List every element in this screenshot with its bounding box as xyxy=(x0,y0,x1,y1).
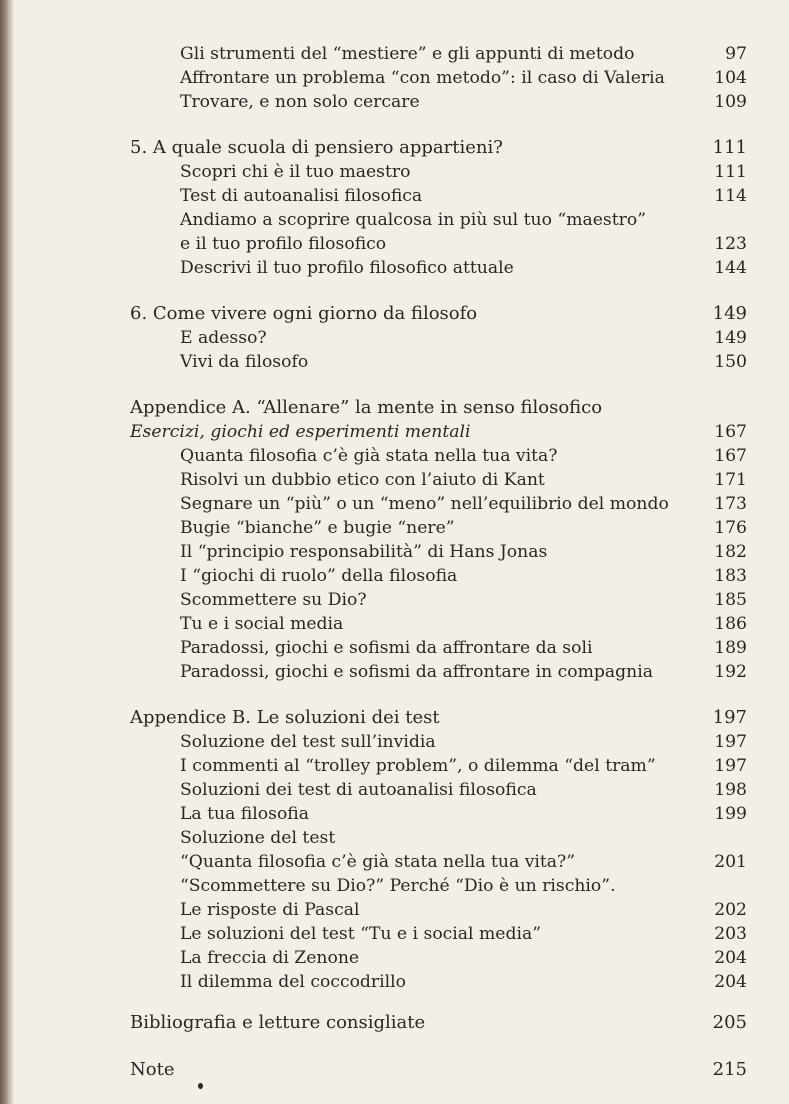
toc-entry-page: 150 xyxy=(714,352,747,372)
toc-entry-page: 199 xyxy=(714,804,747,824)
toc-entry-title: Bugie “bianche” e bugie “nere” xyxy=(180,518,455,538)
toc-entry[interactable] xyxy=(0,946,789,970)
toc-notes[interactable] xyxy=(0,1058,789,1082)
toc-appendix-subtitle[interactable] xyxy=(0,420,789,444)
toc-entry-title: Soluzioni dei test di autoanalisi filosofica xyxy=(180,780,537,800)
toc-entry[interactable] xyxy=(0,184,789,208)
toc-notes-title: Note xyxy=(130,1059,175,1080)
toc-entry[interactable] xyxy=(0,778,789,802)
toc-entry[interactable] xyxy=(0,492,789,516)
toc-entry[interactable] xyxy=(0,350,789,374)
toc-entry-title: Il “principio responsabilità” di Hans Jonas xyxy=(180,542,548,562)
toc-entry[interactable] xyxy=(0,516,789,540)
toc-entry[interactable] xyxy=(0,208,789,232)
toc-entry-title: “Scommettere su Dio?” Perché “Dio è un rischio”. xyxy=(180,876,616,896)
toc-entry[interactable] xyxy=(0,444,789,468)
toc-entry[interactable] xyxy=(0,660,789,684)
toc-entry-title: Segnare un “più” o un “meno” nell’equilibrio del mondo xyxy=(180,494,669,514)
toc-appendix[interactable] xyxy=(0,706,789,730)
toc-entry-page: 123 xyxy=(714,234,747,254)
toc-entry-page: 202 xyxy=(714,900,747,920)
toc-entry-page: 204 xyxy=(714,972,747,992)
toc-entry[interactable] xyxy=(0,754,789,778)
toc-entry[interactable] xyxy=(0,66,789,90)
toc-chapter-title: 5. A quale scuola di pensiero appartieni? xyxy=(130,137,503,158)
toc-entry-title: “Quanta filosofia c’è già stata nella tua vita?” xyxy=(180,852,576,872)
toc-entry-page: 197 xyxy=(714,756,747,776)
toc-entry-title: Le risposte di Pascal xyxy=(180,900,360,920)
toc-entry-page: 183 xyxy=(714,566,747,586)
toc-entry-page: 176 xyxy=(714,518,747,538)
toc-entry[interactable] xyxy=(0,922,789,946)
toc-entry-title: E adesso? xyxy=(180,328,267,348)
toc-entry[interactable] xyxy=(0,256,789,280)
toc-chapter-page: 111 xyxy=(712,137,747,158)
toc-entry-page: 149 xyxy=(714,328,747,348)
toc-chapter-title: 6. Come vivere ogni giorno da filosofo xyxy=(130,303,478,324)
toc-entry-page: 197 xyxy=(714,732,747,752)
toc-appendix-title: Appendice B. Le soluzioni dei test xyxy=(130,707,440,728)
toc-entry-page: 114 xyxy=(714,186,747,206)
toc-entry-title: Il dilemma del coccodrillo xyxy=(180,972,406,992)
toc-entry-title: Test di autoanalisi filosofica xyxy=(180,186,423,206)
toc-entry[interactable] xyxy=(0,970,789,994)
toc-entry-title: Trovare, e non solo cercare xyxy=(180,92,420,112)
toc-entry[interactable] xyxy=(0,802,789,826)
toc-entry-page: 182 xyxy=(714,542,747,562)
toc-entry[interactable] xyxy=(0,826,789,850)
toc-entry-page: 203 xyxy=(714,924,747,944)
toc-entry-page: 204 xyxy=(714,948,747,968)
toc-entry-continuation[interactable] xyxy=(0,874,789,898)
toc-entry-title: Le soluzioni del test “Tu e i social media” xyxy=(180,924,541,944)
toc-entry-page: 198 xyxy=(714,780,747,800)
toc-entry-title: Vivi da filosofo xyxy=(180,352,309,372)
toc-chapter-page: 149 xyxy=(712,303,747,324)
toc-entry-title: I “giochi di ruolo” della filosofia xyxy=(180,566,458,586)
toc-entry-title: Paradossi, giochi e sofismi da affrontare da soli xyxy=(180,638,593,658)
toc-entry[interactable] xyxy=(0,540,789,564)
toc-entry[interactable] xyxy=(0,90,789,114)
toc-entry-page: 144 xyxy=(714,258,747,278)
toc-entry[interactable] xyxy=(0,612,789,636)
toc-entry-title: Descrivi il tuo profilo filosofico attuale xyxy=(180,258,514,278)
toc-entry-title: Scommettere su Dio? xyxy=(180,590,367,610)
toc-entry-title: Esercizi, giochi ed esperimenti mentali xyxy=(130,422,471,442)
toc-entry-title: e il tuo profilo filosofico xyxy=(180,234,387,254)
toc-entry-title: Quanta filosofia c’è già stata nella tua vita? xyxy=(180,446,558,466)
toc-entry-page: 189 xyxy=(714,638,747,658)
toc-entry-title: Scopri chi è il tuo maestro xyxy=(180,162,411,182)
toc-bibliography-page: 205 xyxy=(712,1012,747,1033)
toc-entry[interactable] xyxy=(0,468,789,492)
toc-entry-page: 167 xyxy=(714,446,747,466)
toc-entry-title: Affrontare un problema “con metodo”: il caso di Valeria xyxy=(180,68,665,88)
toc-entry-page: 192 xyxy=(714,662,747,682)
toc-entry-title: La freccia di Zenone xyxy=(180,948,360,968)
toc-entry-continuation[interactable] xyxy=(0,850,789,874)
toc-entry-page: 97 xyxy=(725,44,747,64)
toc-entry-page: 167 xyxy=(714,422,747,442)
toc-entry-page: 104 xyxy=(714,68,747,88)
toc-entry[interactable] xyxy=(0,160,789,184)
toc-entry[interactable] xyxy=(0,636,789,660)
toc-entry-continuation[interactable] xyxy=(0,232,789,256)
toc-entry-title: Risolvi un dubbio etico con l’aiuto di Kant xyxy=(180,470,545,490)
toc-entry[interactable] xyxy=(0,326,789,350)
toc-entry-page: 201 xyxy=(714,852,747,872)
toc-entry-title: I commenti al “trolley problem”, o dilemma “del tram” xyxy=(180,756,656,776)
toc-bibliography-title: Bibliografia e letture consigliate xyxy=(130,1012,426,1033)
toc-appendix-page: 197 xyxy=(712,707,747,728)
toc-entry-title: Tu e i social media xyxy=(180,614,344,634)
toc-appendix-title: Appendice A. “Allenare” la mente in senso filosofico xyxy=(130,397,603,418)
toc-entry[interactable] xyxy=(0,588,789,612)
toc-entry-page: 186 xyxy=(714,614,747,634)
toc-entry-page: 171 xyxy=(714,470,747,490)
toc-entry-page: 185 xyxy=(714,590,747,610)
toc-entry-title: Andiamo a scoprire qualcosa in più sul tuo “maestro” xyxy=(180,210,647,230)
ink-speck xyxy=(198,1083,203,1089)
toc-entry-title: Soluzione del test sull’invidia xyxy=(180,732,436,752)
toc-entry-title: Paradossi, giochi e sofismi da affrontare in compagnia xyxy=(180,662,653,682)
toc-notes-page: 215 xyxy=(712,1059,747,1080)
toc-entry-title: La tua filosofia xyxy=(180,804,309,824)
toc-bibliography[interactable] xyxy=(0,1011,789,1035)
toc-chapter[interactable] xyxy=(0,302,789,326)
toc-entry[interactable] xyxy=(0,898,789,922)
toc-entry[interactable] xyxy=(0,564,789,588)
toc-entry[interactable] xyxy=(0,730,789,754)
toc-entry-page: 109 xyxy=(714,92,747,112)
toc-entry[interactable] xyxy=(0,42,789,66)
toc-entry-title: Gli strumenti del “mestiere” e gli appunti di metodo xyxy=(180,44,635,64)
toc-chapter[interactable] xyxy=(0,136,789,160)
toc-entry-page: 173 xyxy=(714,494,747,514)
toc-entry-page: 111 xyxy=(714,162,747,182)
toc-appendix[interactable] xyxy=(0,396,789,420)
toc-entry-title: Soluzione del test xyxy=(180,828,336,848)
